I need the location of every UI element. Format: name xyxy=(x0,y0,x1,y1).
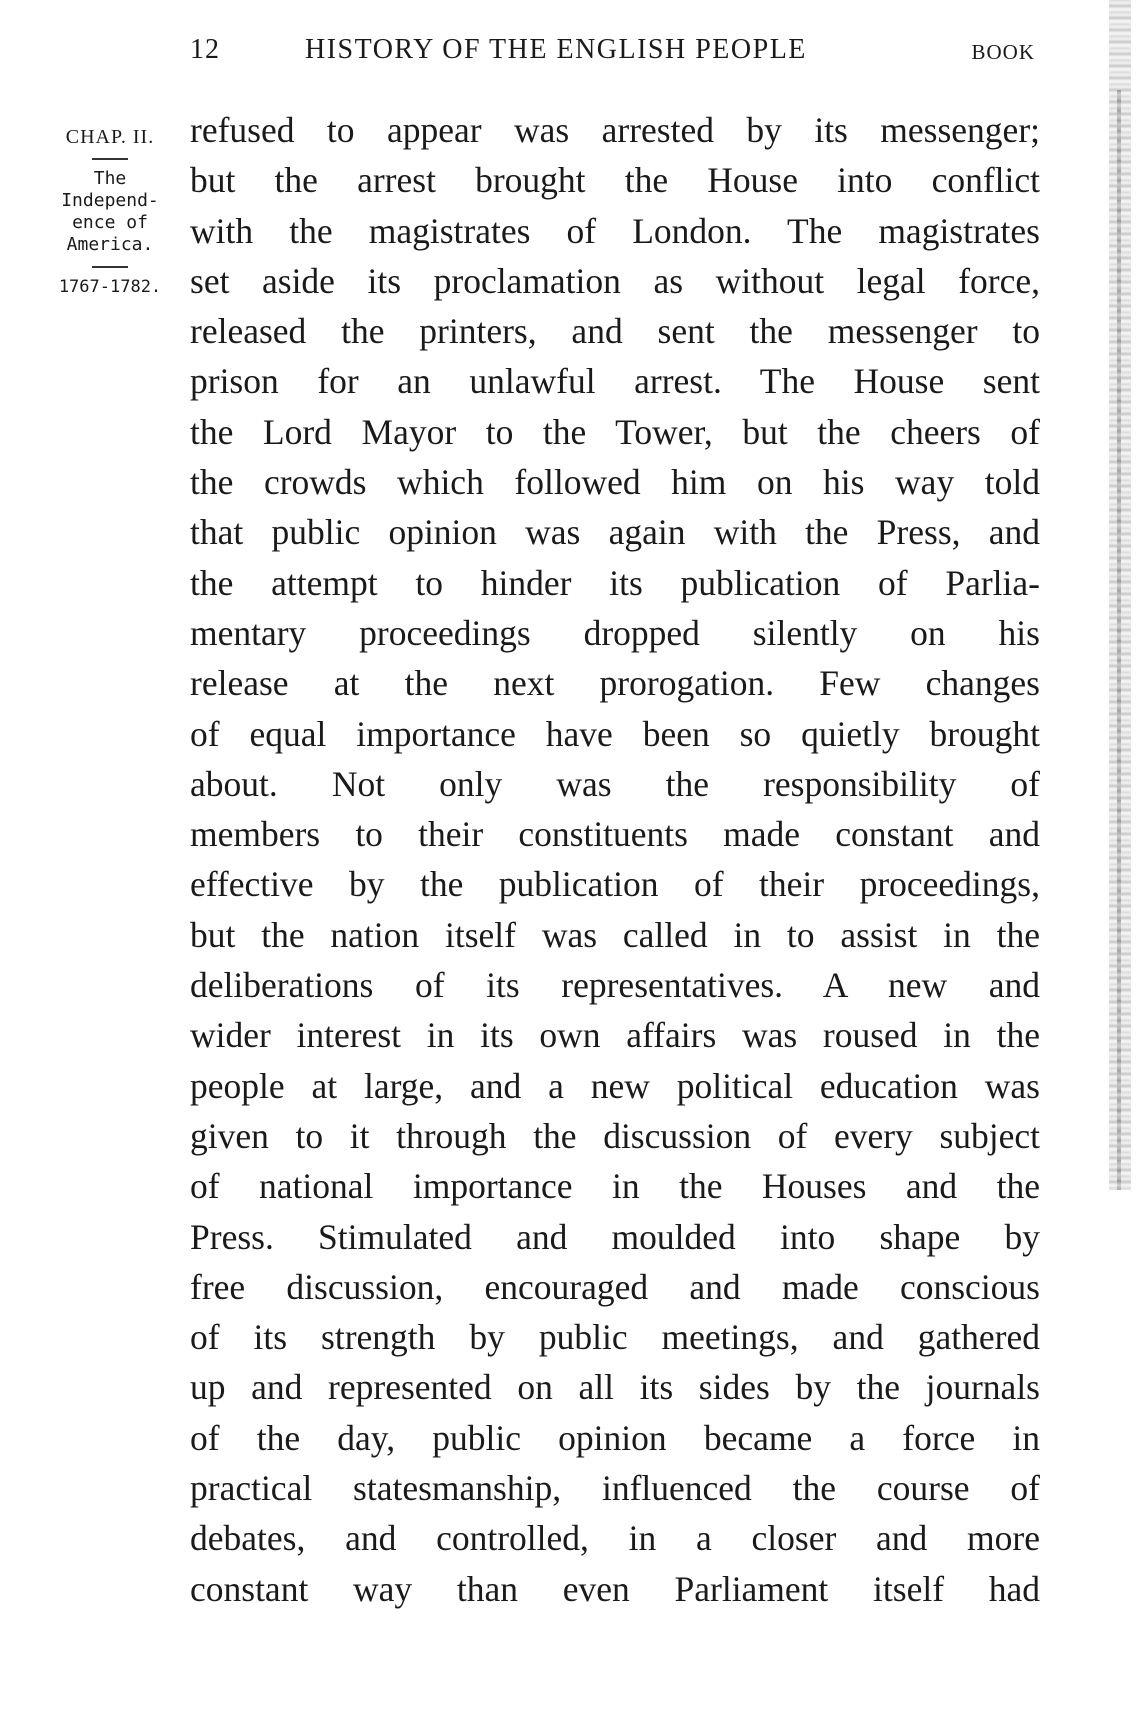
text-line: constant way than even Parliament itself had xyxy=(190,1568,1040,1609)
text-line: up and represented on all its sides by the journals xyxy=(190,1367,1040,1408)
margin-years: 1767-1782. xyxy=(58,277,162,297)
text-line: but the nation itself was called in to assist in the xyxy=(190,914,1040,955)
body-text xyxy=(190,105,1040,1614)
text-line: of its strength by public meetings, and gathered xyxy=(190,1317,1040,1358)
text-line: refused to appear was arrested by its messenger; xyxy=(190,110,1040,150)
text-line: that public opinion was again with the Press, and xyxy=(190,512,1040,553)
text-line: given to it through the discussion of every subject xyxy=(190,1115,1040,1156)
text-line: prison for an unlawful arrest. The House sent xyxy=(190,361,1040,402)
text-line: the attempt to hinder its publication of Parlia- xyxy=(190,562,1040,603)
text-line: wider interest in its own affairs was roused in the xyxy=(190,1015,1040,1056)
text-line: Press. Stimulated and moulded into shape by xyxy=(190,1216,1040,1257)
margin-rule xyxy=(92,266,128,268)
chapter-label: CHAP. II. xyxy=(65,126,155,148)
text-line: release at the next prorogation. Few changes xyxy=(190,663,1040,704)
text-line: with the magistrates of London. The magistrates xyxy=(190,210,1040,251)
text-line: released the printers, and sent the messenger to xyxy=(190,311,1040,352)
page-number: 12 xyxy=(190,34,220,65)
running-title: HISTORY OF THE ENGLISH PEOPLE xyxy=(305,34,807,65)
text-line: debates, and controlled, in a closer and more xyxy=(190,1518,1040,1559)
text-line: people at large, and a new political education was xyxy=(190,1065,1040,1106)
text-line: about. Not only was the responsibility of xyxy=(190,763,1040,804)
text-line: set aside its proclamation as without legal force, xyxy=(190,260,1040,301)
text-line: effective by the publication of their proceedings, xyxy=(190,864,1040,905)
margin-notes xyxy=(40,122,180,298)
margin-rule xyxy=(92,158,128,160)
text-line: but the arrest brought the House into conflict xyxy=(190,160,1040,201)
scan-binding-edge xyxy=(1117,90,1121,1190)
text-line: of the day, public opinion became a force in xyxy=(190,1417,1040,1458)
text-line: mentary proceedings dropped silently on his xyxy=(190,612,1040,653)
text-line: practical statesmanship, influenced the course of xyxy=(190,1468,1040,1509)
text-line: free discussion, encouraged and made conscious xyxy=(190,1266,1040,1307)
text-line: the crowds which followed him on his way told xyxy=(190,462,1040,503)
text-line: members to their constituents made constant and xyxy=(190,814,1040,855)
text-line: of equal importance have been so quietly brought xyxy=(190,713,1040,754)
text-line: of national importance in the Houses and the xyxy=(190,1166,1040,1207)
text-line: deliberations of its representatives. A new and xyxy=(190,965,1040,1006)
running-header xyxy=(190,34,1040,74)
book-label: BOOK xyxy=(971,40,1035,64)
text-line: the Lord Mayor to the Tower, but the cheers of xyxy=(190,411,1040,452)
margin-topic: The Independ- ence of America. xyxy=(61,168,159,255)
